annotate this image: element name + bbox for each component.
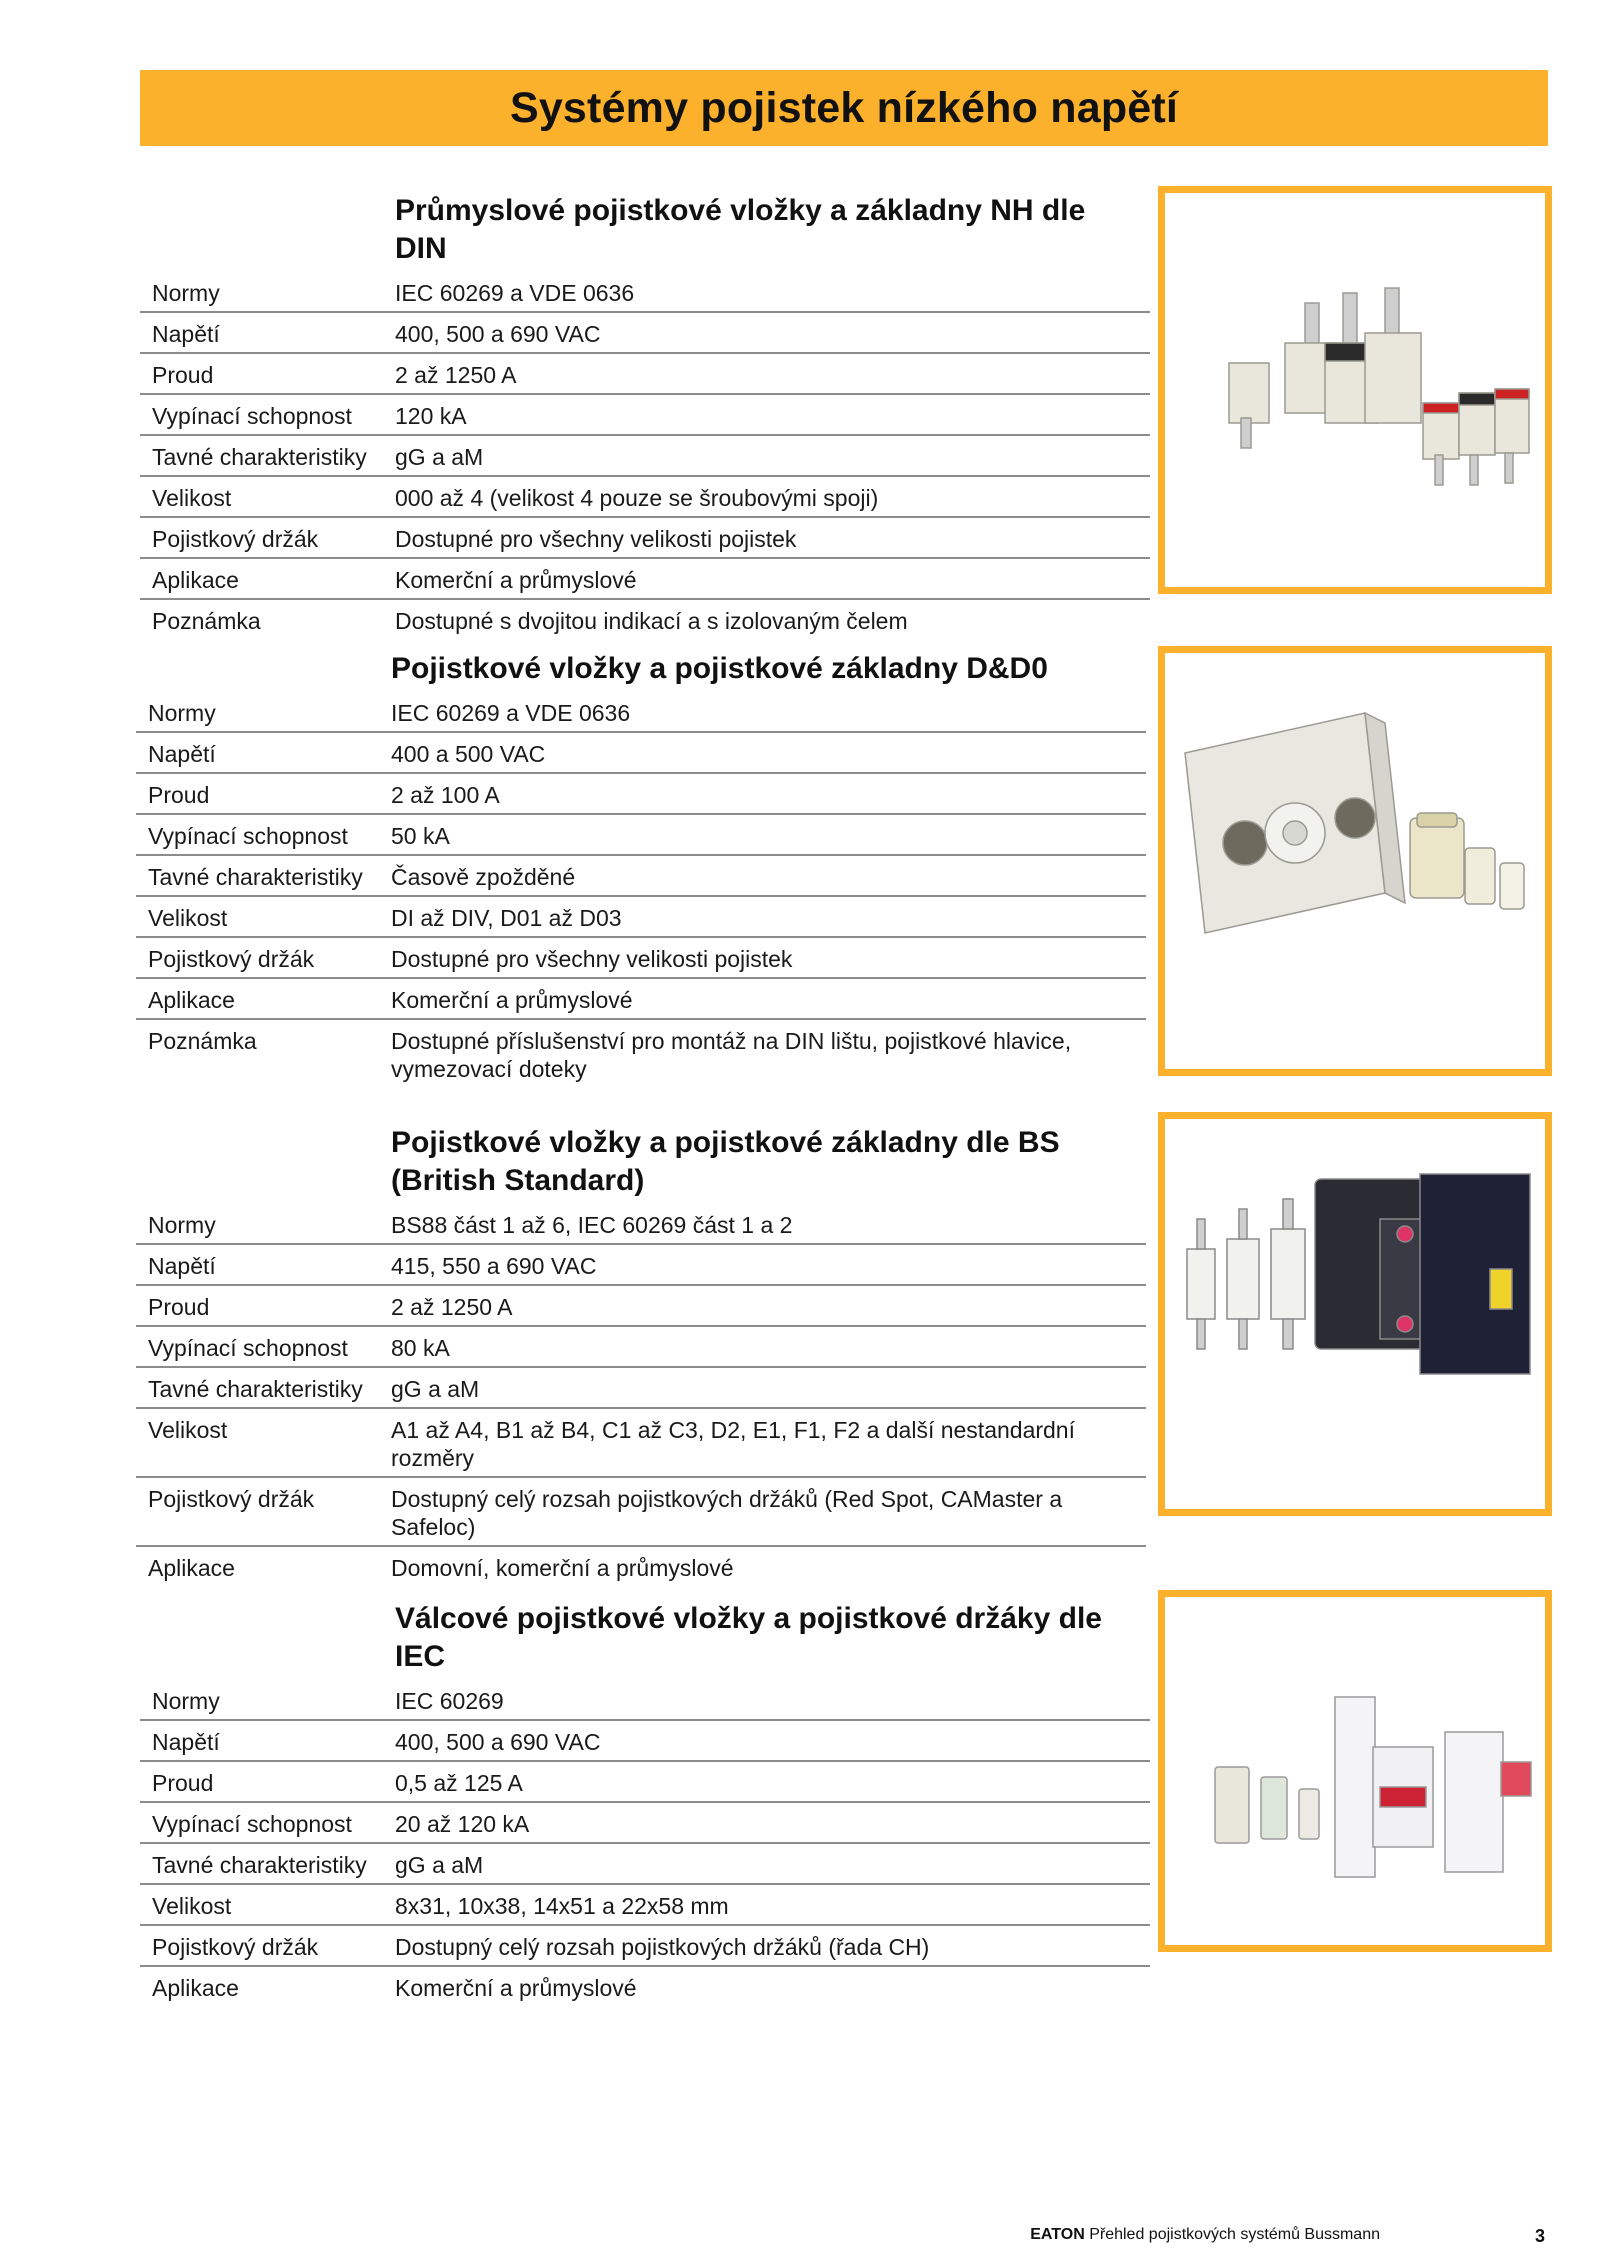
spec-row [136, 1020, 1146, 1087]
spec-label: Aplikace [148, 1555, 235, 1581]
spec-value: gG a aM [395, 1852, 484, 1878]
spec-table [136, 1204, 1146, 1586]
footer-brand: EATON [1030, 2226, 1085, 2243]
spec-label: Proud [152, 1770, 214, 1796]
section-title: Pojistkové vložky a pojistkové základny D&D0 [391, 652, 1048, 685]
spec-value: Komerční a průmyslové [395, 1975, 637, 2001]
spec-label: Vypínací schopnost [152, 403, 352, 429]
spec-value: Dostupné pro všechny velikosti pojistek [395, 526, 797, 552]
spec-value: Dostupný celý rozsah pojistkových držáků (Red Spot, CAMaster a Safeloc) [391, 1486, 1063, 1540]
spec-table [140, 272, 1150, 639]
spec-label: Tavné charakteristiky [148, 864, 363, 890]
spec-value: Komerční a průmyslové [395, 567, 637, 593]
spec-label: Napětí [152, 1729, 220, 1755]
section-d-d0 [136, 650, 1146, 1087]
spec-label: Poznámka [152, 608, 261, 634]
page-footer [0, 2226, 1600, 2250]
spec-value: 400, 500 a 690 VAC [395, 1729, 601, 1755]
spec-value: 2 až 100 A [391, 782, 500, 808]
d-d0-fuses-photo [1158, 646, 1552, 1076]
spec-table [136, 692, 1146, 1087]
spec-label: Normy [148, 1212, 216, 1238]
spec-value: 2 až 1250 A [391, 1294, 513, 1320]
spec-label: Vypínací schopnost [152, 1811, 352, 1837]
spec-label: Normy [152, 280, 220, 306]
spec-row [140, 395, 1150, 436]
spec-value: 400, 500 a 690 VAC [395, 321, 601, 347]
section-title: Válcové pojistkové vložky a pojistkové držáky dle IEC [395, 1602, 1102, 1673]
spec-label: Tavné charakteristiky [152, 444, 367, 470]
spec-label: Proud [152, 362, 214, 388]
spec-row [136, 1409, 1146, 1478]
spec-row [136, 1368, 1146, 1409]
spec-value: Dostupné příslušenství pro montáž na DIN lištu, pojistkové hlavice, vymezovací doteky [391, 1028, 1072, 1082]
spec-row [140, 477, 1150, 518]
spec-label: Normy [152, 1688, 220, 1714]
section-title: Průmyslové pojistkové vložky a základny NH dle DIN [395, 194, 1086, 265]
spec-label: Pojistkový držák [152, 526, 319, 552]
spec-row [140, 1844, 1150, 1885]
spec-label: Napětí [148, 1253, 216, 1279]
page-number: 3 [1535, 2226, 1546, 2246]
spec-row [136, 1204, 1146, 1245]
spec-row [140, 1926, 1150, 1967]
spec-row [140, 518, 1150, 559]
spec-row [140, 1762, 1150, 1803]
spec-label: Proud [148, 1294, 210, 1320]
section-bs [136, 1124, 1146, 1586]
spec-row [136, 815, 1146, 856]
spec-value: 120 kA [395, 403, 467, 429]
spec-row [140, 559, 1150, 600]
spec-value: 8x31, 10x38, 14x51 a 22x58 mm [395, 1893, 729, 1919]
spec-row [136, 938, 1146, 979]
spec-row [136, 774, 1146, 815]
spec-label: Velikost [152, 1893, 232, 1919]
spec-value: gG a aM [395, 444, 484, 470]
spec-label: Aplikace [148, 987, 235, 1013]
spec-row [140, 313, 1150, 354]
spec-value: 0,5 až 125 A [395, 1770, 523, 1796]
spec-value: Dostupné s dvojitou indikací a s izolovaným čelem [395, 608, 908, 634]
spec-row [136, 979, 1146, 1020]
spec-value: 80 kA [391, 1335, 450, 1361]
spec-label: Velikost [148, 1417, 228, 1443]
spec-row [140, 354, 1150, 395]
section-iec-cylindrical [140, 1600, 1150, 2006]
spec-value: 20 až 120 kA [395, 1811, 530, 1837]
spec-label: Vypínací schopnost [148, 1335, 348, 1361]
spec-label: Vypínací schopnost [148, 823, 348, 849]
section-nh-din [140, 192, 1150, 639]
spec-row [136, 692, 1146, 733]
spec-value: DI až DIV, D01 až D03 [391, 905, 622, 931]
spec-label: Napětí [152, 321, 220, 347]
spec-value: Komerční a průmyslové [391, 987, 633, 1013]
section-title: Pojistkové vložky a pojistkové základny dle BS (British Standard) [391, 1126, 1060, 1197]
spec-row [136, 1327, 1146, 1368]
nh-fuses-photo [1158, 186, 1552, 594]
spec-value: A1 až A4, B1 až B4, C1 až C3, D2, E1, F1, F2 a další nestandardní rozměry [391, 1417, 1075, 1471]
spec-row [140, 1680, 1150, 1721]
spec-row [140, 1803, 1150, 1844]
spec-value: 50 kA [391, 823, 450, 849]
spec-value: 2 až 1250 A [395, 362, 517, 388]
footer-brand-line [1030, 2226, 1380, 2244]
spec-label: Aplikace [152, 1975, 239, 2001]
spec-value: IEC 60269 a VDE 0636 [391, 700, 631, 726]
spec-label: Poznámka [148, 1028, 257, 1054]
page-header-bar [140, 70, 1548, 146]
iec-cylindrical-fuses-photo [1158, 1590, 1552, 1952]
spec-row [136, 1478, 1146, 1547]
spec-label: Aplikace [152, 567, 239, 593]
spec-value: Dostupný celý rozsah pojistkových držáků (řada CH) [395, 1934, 930, 1960]
spec-row [136, 856, 1146, 897]
spec-row [140, 1721, 1150, 1762]
spec-label: Proud [148, 782, 210, 808]
spec-value: IEC 60269 a VDE 0636 [395, 280, 635, 306]
spec-row [136, 1286, 1146, 1327]
spec-row [136, 733, 1146, 774]
spec-row [140, 1967, 1150, 2006]
spec-value: Časově zpožděné [391, 864, 576, 890]
spec-value: Dostupné pro všechny velikosti pojistek [391, 946, 793, 972]
spec-value: BS88 část 1 až 6, IEC 60269 část 1 a 2 [391, 1212, 793, 1238]
spec-label: Pojistkový držák [152, 1934, 319, 1960]
bs-fuses-photo [1158, 1112, 1552, 1516]
spec-table [140, 1680, 1150, 2006]
spec-value: IEC 60269 [395, 1688, 504, 1714]
spec-label: Pojistkový držák [148, 946, 315, 972]
spec-label: Tavné charakteristiky [152, 1852, 367, 1878]
spec-row [140, 600, 1150, 639]
page-title: Systémy pojistek nízkého napětí [509, 83, 1179, 132]
spec-row [140, 436, 1150, 477]
spec-value: Domovní, komerční a průmyslové [391, 1555, 734, 1581]
spec-label: Normy [148, 700, 216, 726]
spec-value: 000 až 4 (velikost 4 pouze se šroubovými spoji) [395, 485, 879, 511]
spec-value: 400 a 500 VAC [391, 741, 546, 767]
spec-value: 415, 550 a 690 VAC [391, 1253, 597, 1279]
spec-row [136, 897, 1146, 938]
spec-label: Napětí [148, 741, 216, 767]
spec-row [136, 1245, 1146, 1286]
spec-row [140, 1885, 1150, 1926]
spec-label: Velikost [152, 485, 232, 511]
spec-value: gG a aM [391, 1376, 480, 1402]
spec-label: Pojistkový držák [148, 1486, 315, 1512]
spec-row [136, 1547, 1146, 1586]
spec-label: Velikost [148, 905, 228, 931]
footer-text: Přehled pojistkových systémů Bussmann [1089, 2226, 1380, 2243]
spec-row [140, 272, 1150, 313]
spec-label: Tavné charakteristiky [148, 1376, 363, 1402]
